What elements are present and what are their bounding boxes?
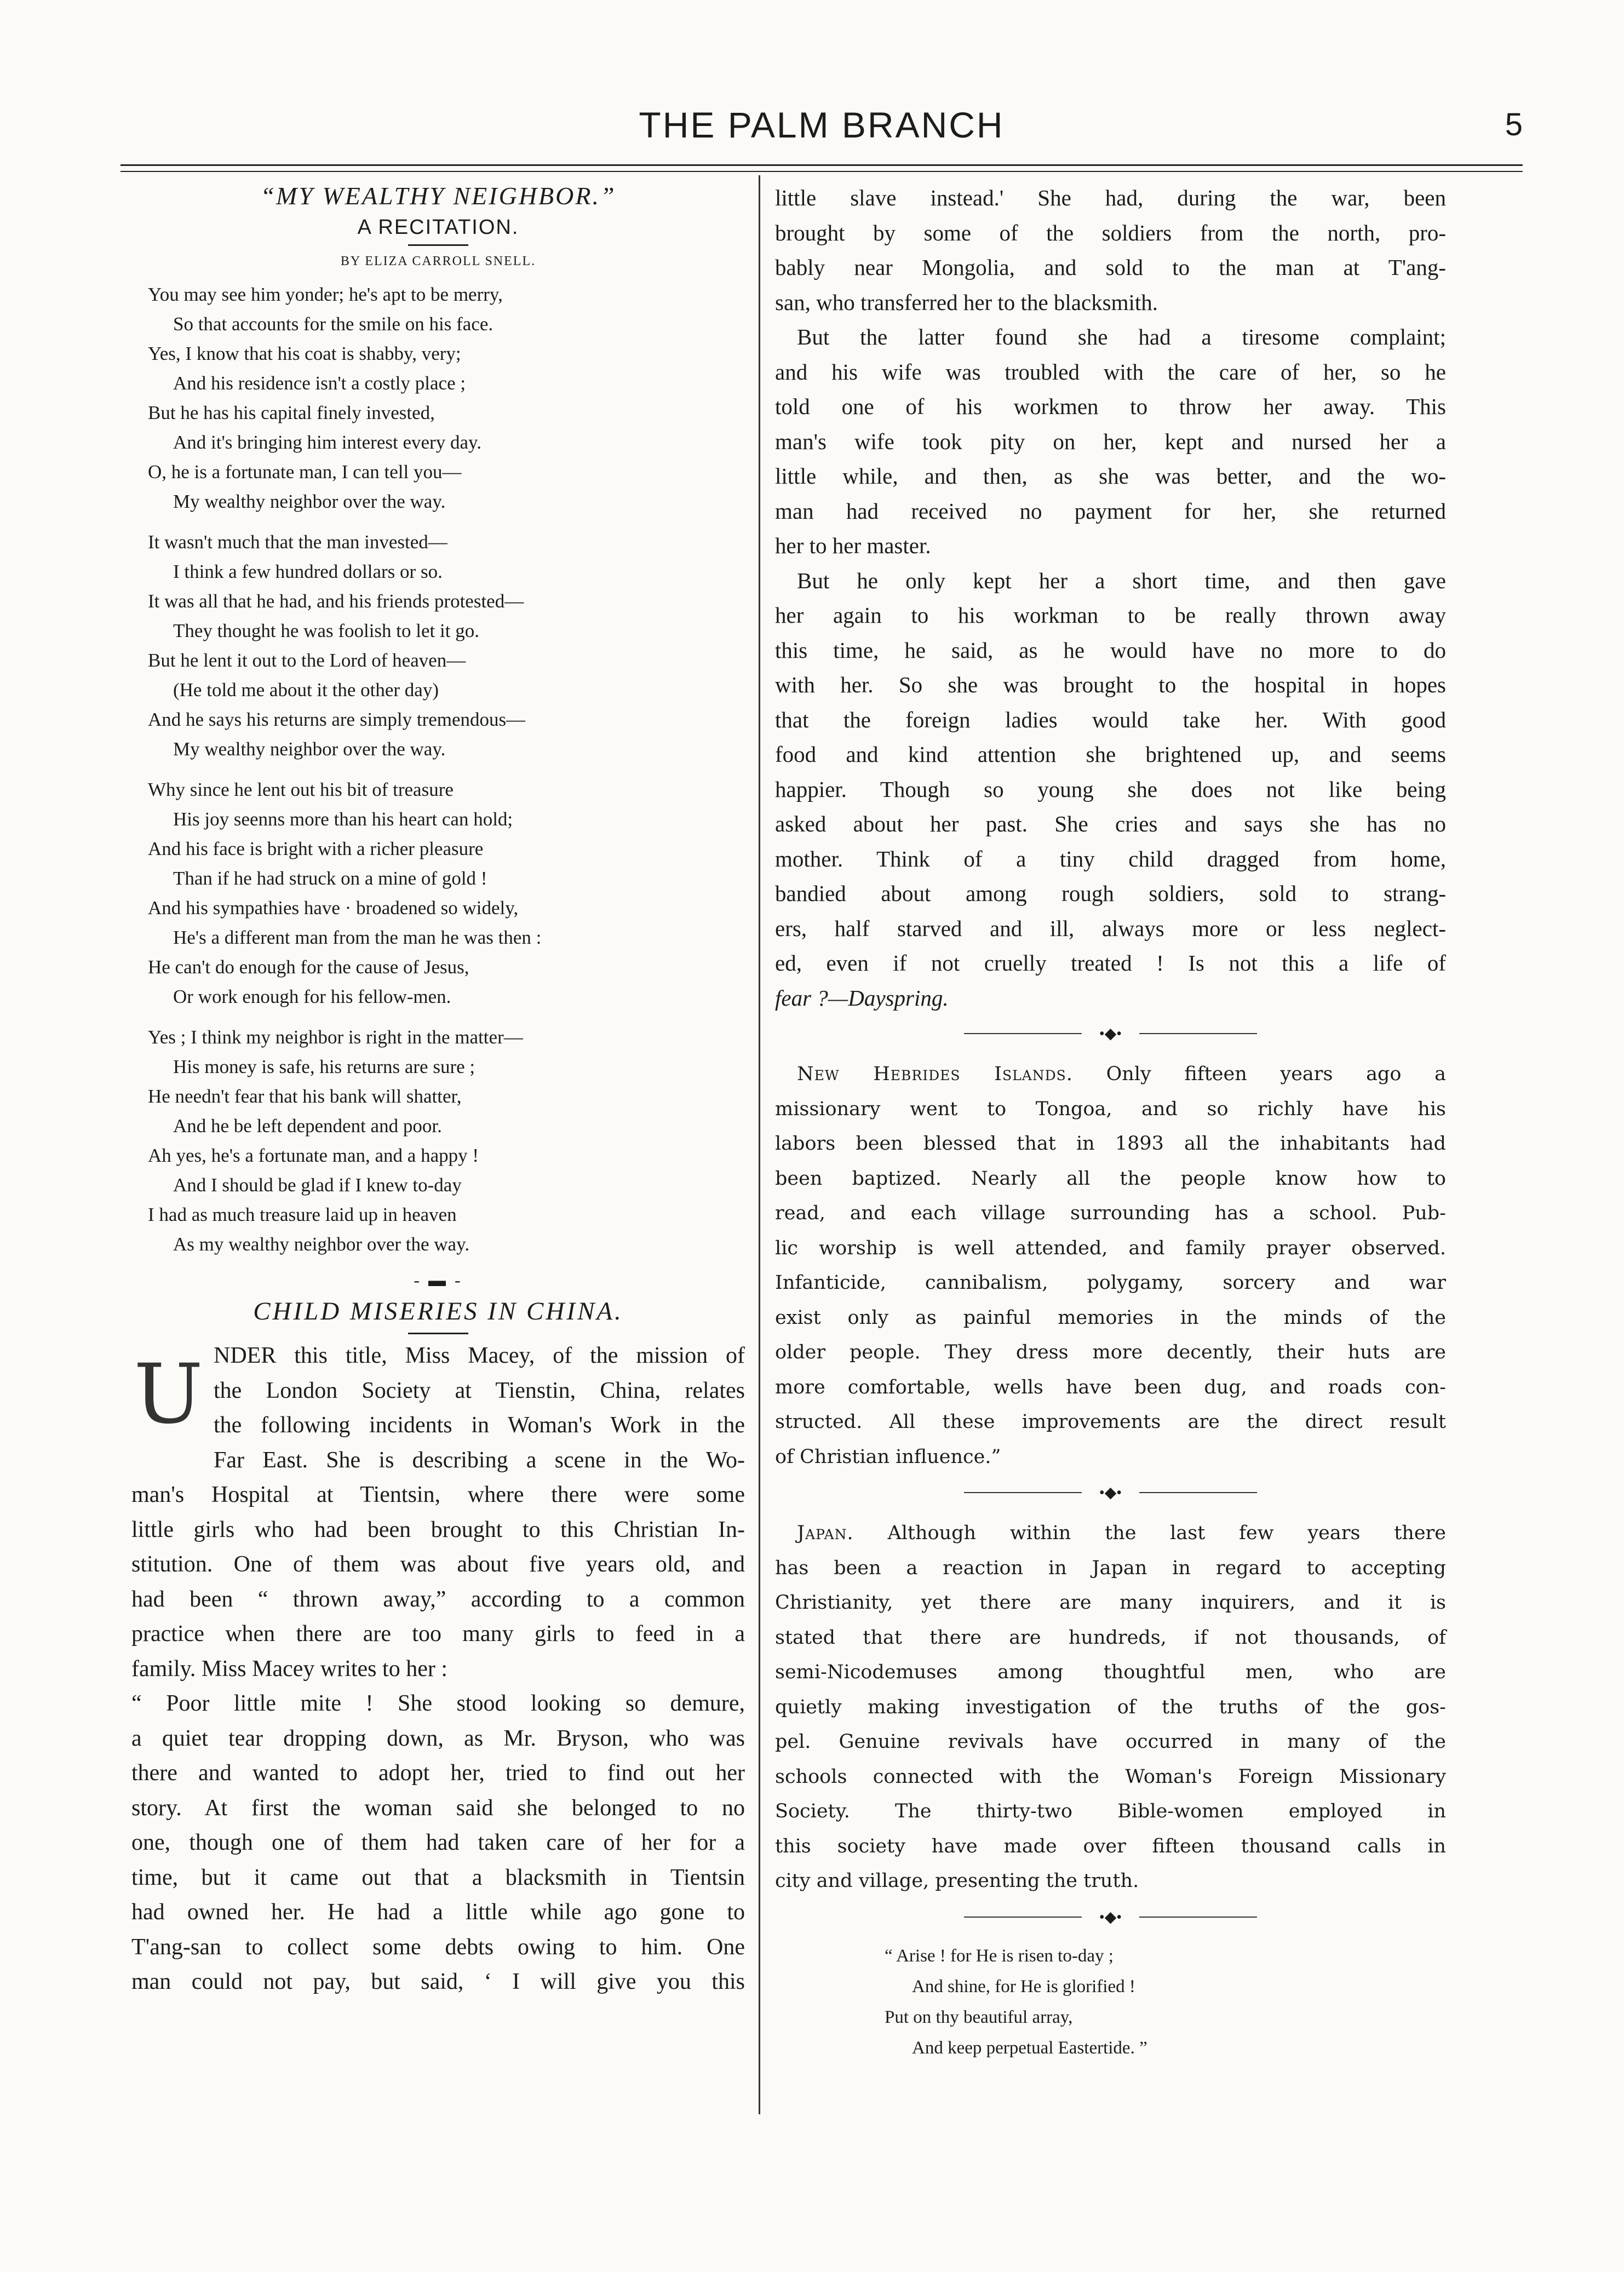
news-lead: New Hebrides Islands. xyxy=(797,1063,1073,1085)
text-line: Japan. Although within the last few years there xyxy=(797,1522,1446,1544)
poem-line: My wealthy neighbor over the way. xyxy=(173,738,446,760)
text-line: little girls who had been brought to this Christian In- xyxy=(131,1517,745,1542)
text-line: the London Society at Tienstin, China, relates xyxy=(214,1378,745,1403)
text-line: pel. Genuine revivals have occurred in many of the xyxy=(775,1731,1446,1753)
text-line: mother. Think of a tiny child dragged from home, xyxy=(775,846,1446,871)
poem-subtitle: A RECITATION. xyxy=(357,216,519,239)
poem-line: He needn't fear that his bank will shatter, xyxy=(148,1086,462,1107)
poem-line: His joy seenns more than his heart can hold; xyxy=(173,808,513,830)
poem-line: Yes, I know that his coat is shabby, very; xyxy=(148,343,461,364)
text-line: asked about her past. She cries and says she has no xyxy=(775,811,1446,836)
article-title: CHILD MISERIES IN CHINA. xyxy=(253,1297,623,1326)
verse-line: Put on thy beautiful array, xyxy=(885,2007,1073,2027)
text-line: food and kind attention she brightened up, and seems xyxy=(775,742,1446,767)
closing-verse xyxy=(885,1941,1446,2063)
poem-title: “MY WEALTHY NEIGHBOR.” xyxy=(260,182,616,210)
ornament-divider: •◆• xyxy=(775,1484,1446,1501)
text-line: little slave instead.' She had, during the war, been xyxy=(775,185,1446,210)
text-line: practice when there are too many girls to feed in a xyxy=(131,1621,745,1646)
poem-line: (He told me about it the other day) xyxy=(173,679,439,701)
text-line: ers, half starved and ill, always more or less neglect- xyxy=(775,915,1446,941)
news-lead: Japan. xyxy=(797,1522,854,1544)
publication-title: THE PALM BRANCH xyxy=(639,105,1005,145)
poem-line: Why since he lent out his bit of treasure xyxy=(148,779,454,800)
text-line: Infanticide, cannibalism, polygamy, sorcery and war xyxy=(775,1272,1446,1294)
news-item-japan xyxy=(775,1516,1446,1899)
poem-line: And it's bringing him interest every day. xyxy=(173,432,481,453)
poem-line: As my wealthy neighbor over the way. xyxy=(173,1233,470,1255)
poem-line: And I should be glad if I knew to-day xyxy=(173,1174,462,1196)
title-rule xyxy=(408,1333,468,1334)
verse-line: And keep perpetual Eastertide. ” xyxy=(912,2038,1147,2058)
text-line: “ Poor little mite ! She stood looking so demure, xyxy=(131,1691,745,1716)
poem-line: But he lent it out to the Lord of heaven— xyxy=(148,650,466,671)
text-line: ed, even if not cruelly treated ! Is not this a life of xyxy=(775,950,1446,976)
poem-line: You may see him yonder; he's apt to be merry, xyxy=(148,284,503,305)
text-line: told one of his workmen to throw her away. This xyxy=(775,394,1446,419)
masthead xyxy=(120,104,1523,153)
news-item-new-hebrides xyxy=(775,1057,1446,1474)
left-column xyxy=(131,181,745,2000)
text-line: missionary went to Tongoa, and so richly have his xyxy=(775,1098,1446,1120)
text-line: little while, and then, as she was better, and the wo- xyxy=(775,463,1446,489)
poem-line: And his face is bright with a richer pleasure xyxy=(148,838,484,859)
poem-stanza xyxy=(148,1023,745,1259)
text-line: Christianity, yet there are many inquirers, and it is xyxy=(775,1592,1446,1614)
column-divider xyxy=(759,175,760,2114)
text-line: had owned her. He had a little while ago gone to xyxy=(131,1900,745,1925)
poem-line: It wasn't much that the man invested— xyxy=(148,531,447,553)
text-line: a quiet tear dropping down, as Mr. Bryson, who was xyxy=(131,1725,745,1751)
poem-byline: BY ELIZA CARROLL SNELL. xyxy=(340,254,536,268)
text-line: and his wife was troubled with the care of her, so he xyxy=(775,359,1446,385)
poem-line: My wealthy neighbor over the way. xyxy=(173,491,446,512)
text-line: of Christian influence.” xyxy=(775,1445,1001,1468)
text-line: family. Miss Macey writes to her : xyxy=(131,1656,447,1682)
text-line: But he only kept her a short time, and then gave xyxy=(797,567,1446,593)
text-line: Society. The thirty-two Bible-women employed in xyxy=(775,1800,1446,1822)
poem-stanza xyxy=(148,280,745,517)
text-line: story. At first the woman said she belonged to no xyxy=(131,1795,745,1821)
poem-line: His money is safe, his returns are sure ; xyxy=(173,1056,475,1077)
verse-line: And shine, for He is glorified ! xyxy=(912,1976,1135,1996)
article-continuation xyxy=(775,181,1446,1015)
poem-line: But he has his capital finely invested, xyxy=(148,402,435,423)
text-line: one, though one of them had taken care of her for a xyxy=(131,1830,745,1855)
poem-line: And his sympathies have · broadened so widely, xyxy=(148,897,519,919)
text-line: fear ?—Dayspring. xyxy=(775,985,949,1011)
poem-line: It was all that he had, and his friends protested— xyxy=(148,590,524,612)
poem-line: Than if he had struck on a mine of gold ! xyxy=(173,868,487,889)
text-line: bably near Mongolia, and sold to the man at T'ang- xyxy=(775,255,1446,280)
page-number: 5 xyxy=(1505,107,1523,142)
title-rule xyxy=(408,244,468,246)
header-rule xyxy=(120,164,1523,166)
poem-line: I had as much treasure laid up in heaven xyxy=(148,1204,457,1225)
text-line: stitution. One of them was about five years old, and xyxy=(131,1552,745,1577)
text-line: man's wife took pity on her, kept and nursed her a xyxy=(775,428,1446,454)
text-line: san, who transferred her to the blacksmith. xyxy=(775,289,1158,315)
text-line: read, and each village surrounding has a school. Pub- xyxy=(775,1202,1446,1224)
poem-line: And he says his returns are simply tremendous— xyxy=(148,709,526,730)
text-line: has been a reaction in Japan in regard to accepting xyxy=(775,1557,1446,1579)
poem-line: I think a few hundred dollars or so. xyxy=(173,561,443,582)
text-line: her again to his workman to be really thrown away xyxy=(775,603,1446,628)
text-line: lic worship is well attended, and family prayer observed. xyxy=(775,1237,1446,1259)
poem-line: So that accounts for the smile on his face. xyxy=(173,313,493,335)
poem-line: He's a different man from the man he was then : xyxy=(173,927,542,948)
poem-line: And he be left dependent and poor. xyxy=(173,1115,442,1137)
text-line: her to her master. xyxy=(775,533,931,558)
poem-line: O, he is a fortunate man, I can tell you— xyxy=(148,461,462,483)
text-line: But the latter found she had a tiresome complaint; xyxy=(797,324,1446,349)
text-line: more comfortable, wells have been dug, and roads con- xyxy=(775,1376,1446,1398)
text-line: schools connected with the Woman's Foreign Missionary xyxy=(775,1765,1446,1788)
poem-line: And his residence isn't a costly place ; xyxy=(173,372,466,394)
text-line: city and village, presenting the truth. xyxy=(775,1870,1139,1892)
poem-stanza xyxy=(148,775,745,1012)
dropcap-paragraph xyxy=(131,1339,745,1478)
article-body xyxy=(131,1339,745,2000)
text-line: been baptized. Nearly all the people know how to xyxy=(775,1167,1446,1190)
poem-line: Yes ; I think my neighbor is right in the matter— xyxy=(148,1026,523,1048)
text-line: New Hebrides Islands. Only fifteen years ago a xyxy=(797,1063,1446,1085)
text-line: with her. So she was brought to the hospital in hopes xyxy=(775,672,1446,697)
text-line: semi-Nicodemuses among thoughtful men, who are xyxy=(775,1661,1446,1683)
poem-line: Ah yes, he's a fortunate man, and a happy ! xyxy=(148,1145,479,1166)
text-line: structed. All these improvements are the direct result xyxy=(775,1411,1446,1433)
text-line: the following incidents in Woman's Work in the xyxy=(214,1413,745,1438)
text-line: brought by some of the soldiers from the north, pro- xyxy=(775,220,1446,245)
text-line: older people. They dress more decently, their huts are xyxy=(775,1341,1446,1363)
text-line: this society have made over fifteen thousand calls in xyxy=(775,1835,1446,1857)
text-line: labors been blessed that in 1893 all the inhabitants had xyxy=(775,1133,1446,1155)
text-line: quietly making investigation of the truths of the gos- xyxy=(775,1696,1446,1718)
text-line: man had received no payment for her, she returned xyxy=(775,498,1446,524)
section-separator: - ▬ - xyxy=(414,1270,463,1290)
text-line: had been “ thrown away,” according to a common xyxy=(131,1586,745,1612)
text-line: happier. Though so young she does not like being xyxy=(775,776,1446,802)
text-line: exist only as painful memories in the minds of the xyxy=(775,1306,1446,1329)
right-column xyxy=(775,181,1446,2063)
poem-line: They thought he was foolish to let it go. xyxy=(173,620,479,641)
text-line: NDER this title, Miss Macey, of the mission of xyxy=(214,1343,745,1368)
text-line: bandied about among rough soldiers, sold to strang- xyxy=(775,881,1446,906)
header-rule-thin xyxy=(120,171,1523,172)
text-line: Far East. She is describing a scene in the Wo- xyxy=(214,1447,745,1473)
text-line: man's Hospital at Tientsin, where there were some xyxy=(131,1482,745,1507)
text-line: time, but it came out that a blacksmith in Tientsin xyxy=(131,1864,745,1890)
text-line: there and wanted to adopt her, tried to find out her xyxy=(131,1760,745,1786)
poem-line: Or work enough for his fellow-men. xyxy=(173,986,451,1007)
text-line: this time, he said, as he would have no more to do xyxy=(775,637,1446,663)
poem-stanza xyxy=(148,527,745,764)
text-line: T'ang-san to collect some debts owing to him. One xyxy=(131,1934,745,1960)
text-line: man could not pay, but said, ‘ I will give you this xyxy=(131,1969,745,1994)
poem-line: He can't do enough for the cause of Jesus, xyxy=(148,956,469,978)
decorative-initial-letter: U xyxy=(134,1347,203,1442)
text-line: stated that there are hundreds, if not thousands, of xyxy=(775,1626,1446,1649)
ornament-divider: •◆• xyxy=(775,1909,1446,1925)
text-line: that the foreign ladies would take her. With good xyxy=(775,707,1446,732)
ornament-divider: •◆• xyxy=(775,1025,1446,1042)
verse-line: “ Arise ! for He is risen to-day ; xyxy=(885,1946,1114,1966)
